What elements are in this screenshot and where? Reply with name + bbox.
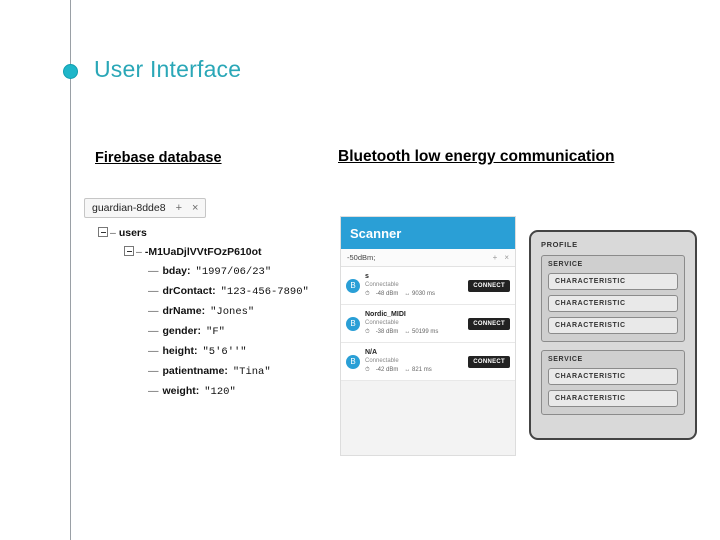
tree-leaf (84, 263, 334, 280)
tree-leaf (84, 343, 334, 360)
bluetooth-icon: B (346, 355, 360, 369)
bluetooth-icon: B (346, 279, 360, 293)
tree-leaf (84, 323, 334, 340)
bluetooth-icon: B (346, 317, 360, 331)
firebase-panel (84, 198, 334, 403)
tree-leaf-value: "Jones" (210, 306, 255, 318)
tree-leaf-value: "F" (206, 326, 225, 338)
left-vertical-rule (70, 0, 71, 540)
tree-leaf-key: height: (162, 345, 198, 357)
tree-connector: – (110, 227, 115, 239)
tree-node-label: users (118, 227, 147, 239)
characteristic-block: CHARACTERISTIC (548, 295, 678, 312)
add-icon[interactable]: + (492, 253, 498, 262)
tree-connector: – (136, 246, 141, 258)
tree-leaf-key: drName: (162, 305, 206, 317)
connect-button[interactable]: CONNECT (468, 318, 510, 330)
device-rssi: -48 dBm (375, 291, 399, 297)
tree-leaf-key: drContact: (162, 285, 216, 297)
tree-leaf (84, 303, 334, 320)
tree-leaf-key: gender: (162, 325, 202, 337)
tree-leaf-value: "5'6''" (202, 346, 247, 358)
section-heading-ble: Bluetooth low energy communication (338, 148, 615, 165)
tree-leaf-value: "Tina" (232, 366, 271, 378)
device-status: Connectable (365, 320, 399, 326)
device-interval: ↔ 821 ms (404, 367, 432, 373)
tree-connector: — (148, 305, 158, 317)
tree-connector: — (148, 265, 158, 277)
close-icon[interactable]: × (192, 202, 199, 214)
characteristic-block: CHARACTERISTIC (548, 317, 678, 334)
scanner-title-bar (341, 217, 515, 249)
tree-leaf (84, 283, 334, 300)
characteristic-block: CHARACTERISTIC (548, 368, 678, 385)
device-info (365, 348, 468, 375)
ble-scanner-app (340, 216, 516, 456)
tree-leaf-value: "1997/06/23" (195, 266, 272, 278)
tree-node-user-id[interactable] (84, 244, 334, 260)
close-icon[interactable]: × (504, 253, 509, 262)
device-interval: ↔ 9030 ms (404, 291, 436, 297)
device-list-item[interactable] (341, 305, 515, 343)
tree-leaf-key: patientname: (162, 365, 228, 377)
tree-connector: — (148, 325, 158, 337)
service-block (541, 350, 685, 415)
device-name: N/A (365, 349, 378, 356)
slide-bullet-dot (63, 64, 78, 79)
device-meta (365, 290, 468, 299)
tree-leaf (84, 363, 334, 380)
service-block (541, 255, 685, 342)
device-status: Connectable (365, 358, 399, 364)
device-list-item[interactable] (341, 343, 515, 381)
signal-icon: ⏱ (365, 367, 370, 373)
connect-button[interactable]: CONNECT (468, 356, 510, 368)
signal-icon: ⏱ (365, 329, 370, 335)
page-title: User Interface (94, 56, 242, 82)
device-meta (365, 366, 468, 375)
service-label: SERVICE (548, 261, 583, 268)
firebase-tree (84, 225, 334, 400)
connect-button[interactable]: CONNECT (468, 280, 510, 292)
collapse-toggle-icon[interactable] (124, 246, 134, 256)
device-rssi: -42 dBm (375, 367, 399, 373)
tree-connector: — (148, 345, 158, 357)
device-info (365, 310, 468, 337)
device-name: s (365, 273, 369, 280)
scanner-title: Scanner (350, 225, 402, 241)
add-icon[interactable]: + (175, 202, 182, 214)
characteristic-block: CHARACTERISTIC (548, 273, 678, 290)
collapse-toggle-icon[interactable] (98, 227, 108, 237)
device-list-item[interactable] (341, 267, 515, 305)
scanner-filter-bar[interactable] (341, 249, 515, 267)
tree-leaf (84, 383, 334, 400)
device-info (365, 272, 468, 299)
signal-icon: ⏱ (365, 291, 370, 297)
tree-node-users[interactable] (84, 225, 334, 241)
tree-connector: — (148, 365, 158, 377)
device-interval: ↔ 50199 ms (404, 329, 439, 335)
tree-leaf-value: "120" (204, 386, 236, 398)
device-meta (365, 328, 468, 337)
profile-label: PROFILE (541, 240, 578, 249)
tree-connector: — (148, 285, 158, 297)
service-label: SERVICE (548, 356, 583, 363)
tree-leaf-value: "123-456-7890" (220, 286, 309, 298)
ble-profile-diagram (529, 230, 697, 440)
scanner-filter-label: -50dBm; (347, 253, 376, 262)
tree-leaf-key: bday: (162, 265, 191, 277)
tree-node-label: -M1UaDjlVVtFOzP610ot (144, 246, 262, 258)
tree-leaf-key: weight: (162, 385, 200, 397)
firebase-project-tab[interactable] (84, 198, 206, 218)
section-heading-firebase: Firebase database (95, 150, 222, 166)
device-rssi: -38 dBm (375, 329, 399, 335)
device-name: Nordic_MIDI (365, 311, 406, 318)
tree-connector: — (148, 385, 158, 397)
characteristic-block: CHARACTERISTIC (548, 390, 678, 407)
firebase-project-name: guardian-8dde8 (92, 202, 166, 214)
device-status: Connectable (365, 282, 399, 288)
